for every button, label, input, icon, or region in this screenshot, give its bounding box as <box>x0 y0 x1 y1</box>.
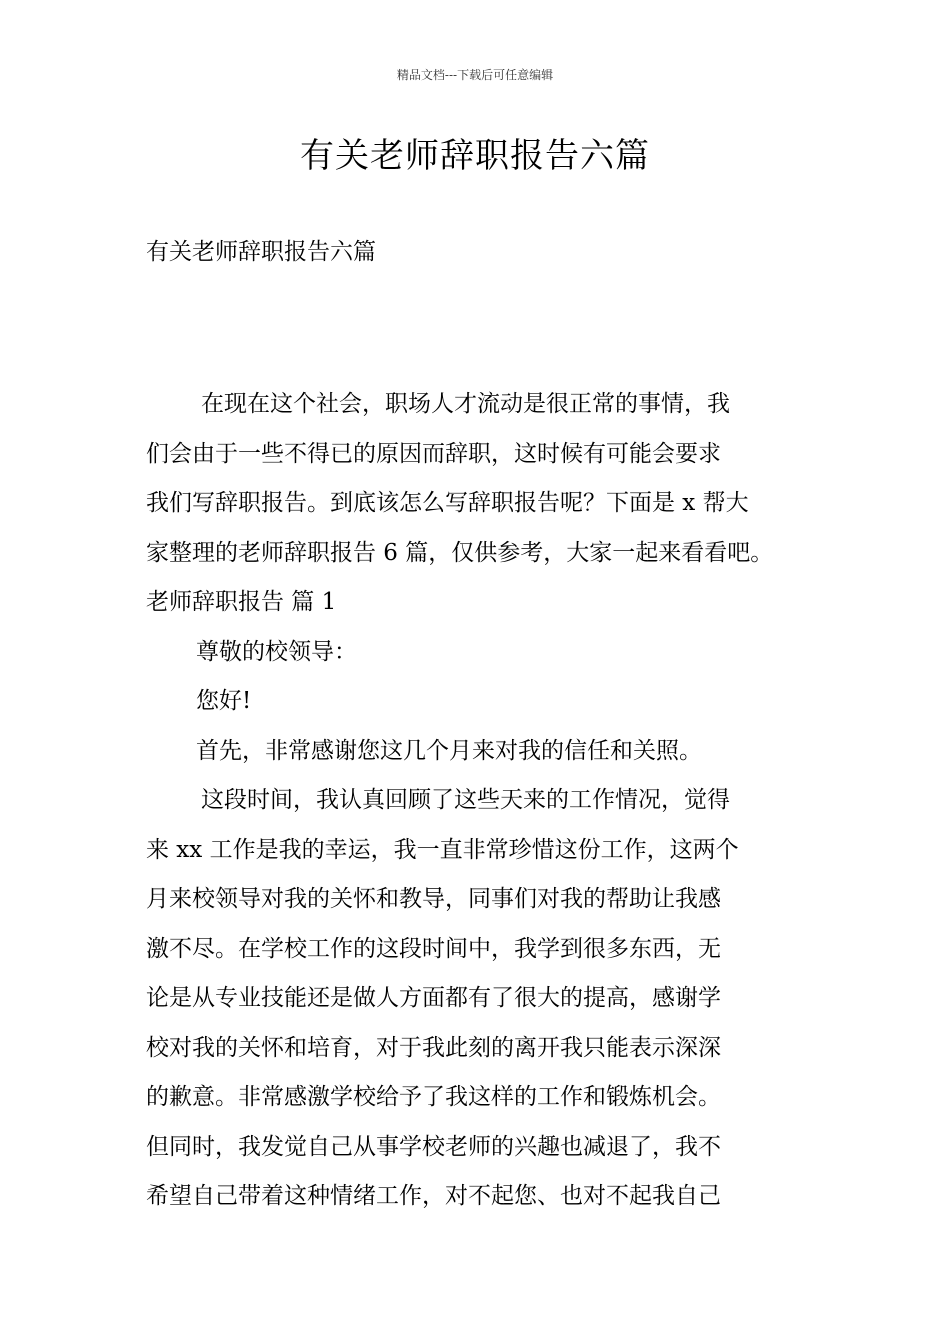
document-body <box>146 380 811 1222</box>
paragraph-line: 这段时间，我认真回顾了这些天来的工作情况，觉得 <box>201 787 730 813</box>
salutation: 尊敬的校领导： <box>196 638 357 665</box>
paragraph-line: 校对我的关怀和培育，对于我此刻的离开我只能表示深深 <box>146 1034 721 1061</box>
document-subtitle: 有关老师辞职报告六篇 <box>146 239 376 265</box>
paragraph-line: 首先，非常感谢您这几个月来对我的信任和关照。 <box>196 737 702 764</box>
paragraph-line: 希望自己带着这种情绪工作，对不起您、也对不起我自己 <box>146 1183 721 1209</box>
paragraph-line: 在现在这个社会，职场人才流动是很正常的事情，我 <box>201 391 730 417</box>
paragraph-line: 月来校领导对我的关怀和教导，同事们对我的帮助让我感 <box>146 886 721 912</box>
paragraph-line: 家整理的老师辞职报告 6 篇，仅供参考，大家一起来看看吧。 <box>146 539 774 566</box>
section-heading: 老师辞职报告 篇 1 <box>146 589 337 615</box>
greeting: 您好! <box>196 688 252 714</box>
document-title: 有关老师辞职报告六篇 <box>300 136 650 176</box>
paragraph-line: 但同时，我发觉自己从事学校老师的兴趣也减退了，我不 <box>146 1133 721 1160</box>
paragraph-line: 激不尽。在学校工作的这段时间中，我学到很多东西，无 <box>146 935 721 962</box>
paragraph-line: 来 xx 工作是我的幸运，我一直非常珍惜这份工作，这两个 <box>146 836 739 863</box>
paragraph-line: 们会由于一些不得已的原因而辞职，这时候有可能会要求 <box>146 440 721 467</box>
paragraph-line: 的歉意。非常感激学校给予了我这样的工作和锻炼机会。 <box>146 1084 721 1110</box>
paragraph-line: 论是从专业技能还是做人方面都有了很大的提高，感谢学 <box>146 985 721 1011</box>
paragraph-line: 我们写辞职报告。到底该怎么写辞职报告呢？下面是 x 帮大 <box>146 490 749 516</box>
header-note: 精品文档---下载后可任意编辑 <box>396 68 554 82</box>
